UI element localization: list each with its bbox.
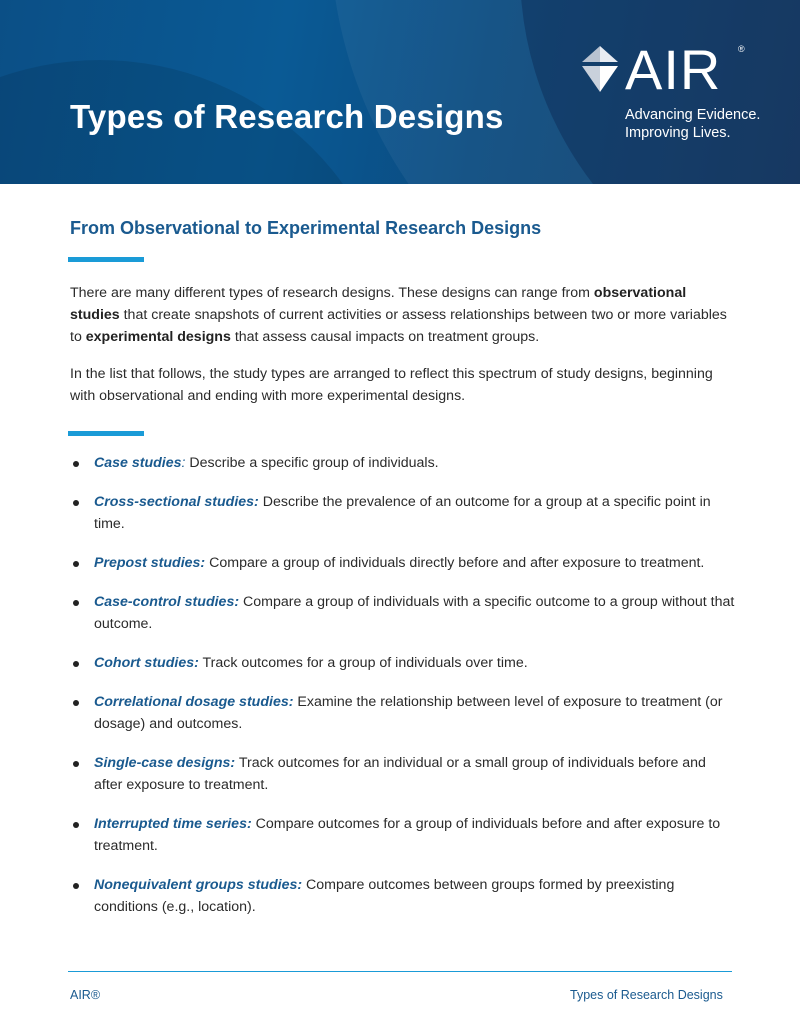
intro-paragraph-2: In the list that follows, the study types are arranged to reflect this spectrum of study designs, beginning with observational and ending with more experimental designs. xyxy=(70,366,713,404)
intro-emphasis: experimental designs xyxy=(85,329,231,345)
bullet-icon xyxy=(73,883,79,889)
list-item-description: Examine the relationship between level of exposure to treatment (or dosage) and outcomes. xyxy=(94,694,723,732)
list-item xyxy=(70,874,735,918)
air-logo xyxy=(578,38,778,144)
footer-brand: AIR® xyxy=(70,988,101,1002)
study-type-list xyxy=(70,452,735,935)
bullet-icon xyxy=(73,600,79,606)
list-item-term: Single-case designs: xyxy=(94,755,236,771)
list-item-description: Track outcomes for a group of individuals over time. xyxy=(198,655,528,671)
bullet-icon xyxy=(73,561,79,567)
bullet-icon xyxy=(73,761,79,767)
bullet-icon xyxy=(73,661,79,667)
list-item-description: Compare outcomes between groups formed by preexisting conditions (e.g., location). xyxy=(94,877,675,915)
list-item-separator: : xyxy=(181,455,186,471)
list-item xyxy=(70,691,735,735)
list-item xyxy=(70,552,735,574)
footer-divider xyxy=(68,971,732,972)
accent-divider xyxy=(68,257,144,262)
list-item-description: Describe the prevalence of an outcome for a group at a specific point in time. xyxy=(94,494,711,532)
section-title: From Observational to Experimental Research Designs xyxy=(70,218,542,238)
page-title: Types of Research Designs xyxy=(70,98,504,135)
bullet-icon xyxy=(73,500,79,506)
footer-document-title: Types of Research Designs xyxy=(570,988,723,1002)
list-item-term: Correlational dosage studies: xyxy=(94,694,294,710)
logo-tagline-line1: Advancing Evidence. xyxy=(625,107,761,123)
logo-wordmark: AIR xyxy=(625,38,722,101)
header-banner xyxy=(0,0,800,184)
registered-mark: ® xyxy=(738,44,745,54)
intro-emphasis: observational studies xyxy=(70,285,687,323)
bullet-icon xyxy=(73,461,79,467)
list-item xyxy=(70,452,735,474)
accent-divider xyxy=(68,431,144,436)
list-item-term: Prepost studies: xyxy=(94,555,206,571)
list-item-term: Cross-sectional studies: xyxy=(94,494,259,510)
intro-text: that create snapshots of current activities or assess relationships between two or more variables to xyxy=(70,307,727,345)
list-item-description: Compare a group of individuals with a specific outcome to a group without that outcome. xyxy=(94,594,735,632)
intro-text: There are many different types of research designs. These designs can range from xyxy=(70,285,594,301)
list-item-description: Compare a group of individuals directly before and after exposure to treatment. xyxy=(205,555,705,571)
list-item-term: Case studies xyxy=(94,455,182,471)
list-item-term: Interrupted time series: xyxy=(94,816,252,832)
list-item-term: Case-control studies: xyxy=(94,594,240,610)
list-item xyxy=(70,813,735,857)
list-item-term: Nonequivalent groups studies: xyxy=(94,877,303,893)
list-item-description: Describe a specific group of individuals. xyxy=(185,455,439,471)
list-item xyxy=(70,591,735,635)
logo-tagline-line2: Improving Lives. xyxy=(625,125,731,141)
list-item-description: Track outcomes for an individual or a small group of individuals before and after exposure to treatment. xyxy=(94,755,706,793)
air-logo-mark-icon xyxy=(580,46,620,94)
list-item xyxy=(70,652,735,674)
list-item-description: Compare outcomes for a group of individuals before and after exposure to treatment. xyxy=(94,816,721,854)
bullet-icon xyxy=(73,700,79,706)
list-item xyxy=(70,491,735,535)
bullet-icon xyxy=(73,822,79,828)
intro-text: that assess causal impacts on treatment groups. xyxy=(230,329,540,345)
list-item xyxy=(70,752,735,796)
list-item-term: Cohort studies: xyxy=(94,655,199,671)
intro-paragraph xyxy=(70,282,735,348)
